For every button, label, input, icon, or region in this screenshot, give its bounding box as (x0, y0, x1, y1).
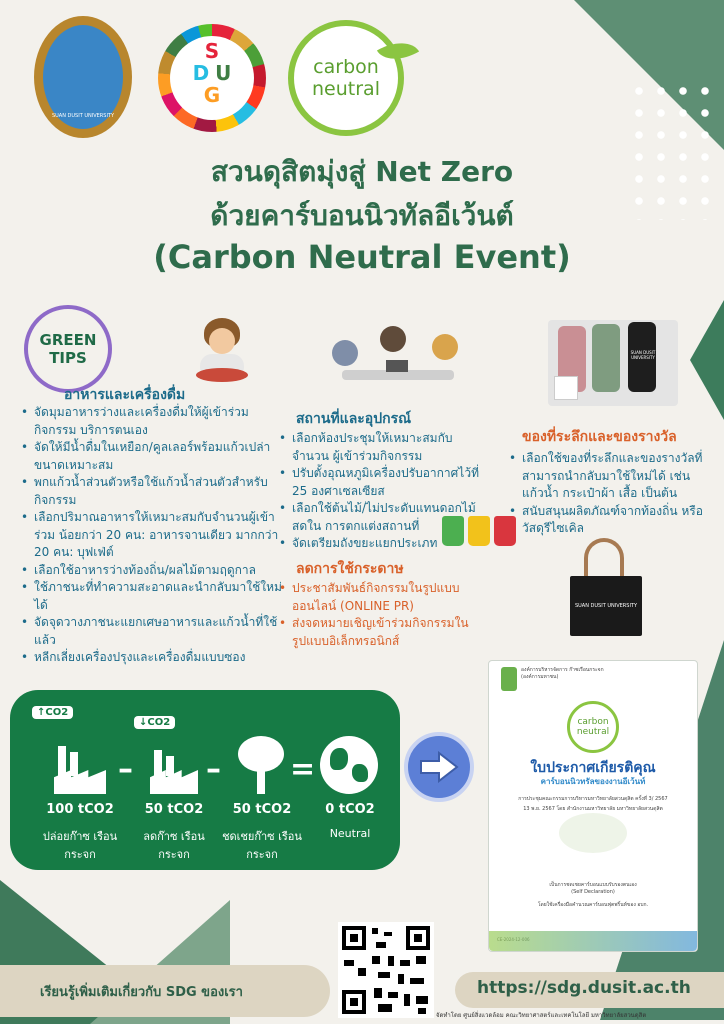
arrow-right-icon (404, 732, 474, 802)
tote-bag-photo (566, 538, 646, 638)
co2-offset-block (220, 802, 304, 863)
co2-emit-block (38, 802, 122, 863)
green-tips-badge (24, 305, 112, 393)
co2-neutral-block (308, 802, 392, 840)
sdu-letter-s: S (204, 39, 220, 63)
food-tip-item: • ใช้ภาชนะที่ทำความสะอาดและนำกลับมาใช้ใหม่ได้ (20, 579, 290, 614)
venue-tip-item: • เลือกห้องประชุมให้เหมาะสมกับจำนวน ผู้เข้าร่วมกิจกรรม (278, 430, 488, 465)
co2-reduce-value: 50 tCO2 (144, 802, 204, 817)
equals-operator: = (290, 752, 316, 787)
food-tip-item: • เลือกใช้อาหารว่างท้องถิ่น/ผลไม้ตามฤดูกาล (20, 562, 290, 580)
food-tips-list (20, 404, 290, 667)
co2-reduce-block (132, 802, 216, 863)
co2-reduce-label: ลดก๊าซ เรือนกระจก (143, 830, 205, 861)
seal-text: SUAN DUSIT UNIVERSITY (51, 113, 115, 119)
co2-neutral-value: 0 tCO2 (325, 802, 375, 817)
carbon-logo-text-2: neutral (312, 78, 380, 100)
meeting-illustration (332, 318, 462, 392)
gift-tip-item: • เลือกใช้ของที่ระลึกและของรางวัลที่ สามารถนำกลับมาใช้ใหม่ได้ เช่น แก้วน้ำ กระเป๋าผ้า เสื้อ เป็นต้น (508, 450, 704, 503)
food-tip-item: • จัดจุดวางภาชนะแยกเศษอาหารและแก้วน้ำที่ใช้แล้ว (20, 614, 290, 649)
cert-body-1: การประชุมคณะกรรมการบริหารมหาวิทยาลัยสวนดุสิต ครั้งที่ 3/ 2567 (518, 796, 668, 802)
tote-bag-label: SUAN DUSIT UNIVERSITY (574, 603, 638, 609)
gift-tip-item: • สนับสนุนผลิตภัณฑ์จากท้องถิ่น หรือ วัสดุรีไซเคิล (508, 503, 704, 538)
venue-section-title: สถานที่และอุปกรณ์ (296, 411, 412, 427)
cert-body-2: 13 พ.ย. 2567 โดย สำนักงานมหาวิทยาลัย มหาวิทยาลัยสวนดุสิต (523, 806, 663, 812)
co2-offset-label: ชดเชยก๊าซ เรือนกระจก (222, 830, 302, 861)
sdu-logo-inner (170, 36, 254, 120)
carbon-neutral-logo (288, 20, 404, 136)
cert-footnote: โดยใช้เครื่องมือคำนวณคาร์บอนฟุตพริ้นท์ของ อบก. (537, 902, 649, 908)
co2-tag-reduce: ↓CO2 (134, 716, 175, 729)
co2-emit-label: ปล่อยก๊าซ เรือนกระจก (42, 830, 118, 861)
cert-declaration-en: (Self Declaration) (571, 889, 615, 895)
minus-operator: – (118, 752, 133, 787)
cert-subheading: คาร์บอนนิวทรัลของงานอีเว้นท์ (540, 777, 646, 786)
food-section-title: อาหารและเครื่องดื่ม (64, 387, 186, 403)
sdg-url-bar (455, 972, 724, 1008)
cert-carbon-badge: carbon neutral (567, 701, 619, 753)
paper-tip-item: • ประชาสัมพันธ์กิจกรรมในรูปแบบ ออนไลน์ (ONLINE PR) (278, 580, 478, 615)
carbon-logo-text-1: carbon (313, 56, 379, 78)
tumbler-label: SUAN DUSIT UNIVERSITY (630, 350, 656, 360)
university-seal-logo (34, 16, 132, 138)
factory-icon-small (150, 746, 198, 794)
sdu-letter-u: U (215, 61, 232, 85)
sdu-letter-g: G (203, 83, 221, 107)
eating-person-illustration (192, 318, 262, 384)
venue-tip-item: • จัดเตรียมถังขยะแยกประเภท (278, 535, 488, 553)
seal-inner (43, 25, 123, 129)
qr-code[interactable] (338, 922, 434, 1018)
co2-offset-value: 50 tCO2 (232, 802, 292, 817)
cert-watermark (559, 813, 627, 853)
title-line-1: สวนดุสิตมุ่งสู่ Net Zero (210, 155, 514, 188)
tree-icon (234, 736, 288, 794)
co2-equation-panel (10, 690, 400, 870)
gifts-section-title: ของที่ระลึกและของรางวัล (522, 429, 677, 445)
learn-more-text: เรียนรู้เพิ่มเติมเกี่ยวกับ SDG ของเรา (40, 985, 243, 1000)
paper-tips-list (278, 580, 478, 650)
decor-shape-right-mid (690, 300, 724, 420)
venue-tip-item: • เลือกใช้ต้นไม้/ไม่ประดับแทนดอกไม้สดใน การตกแต่งสถานที่ (278, 500, 488, 535)
title-line-3: (Carbon Neutral Event) (153, 238, 571, 276)
food-tip-item: • พกแก้วน้ำส่วนตัวหรือใช้แก้วน้ำส่วนตัวสำหรับ กิจกรรม (20, 474, 290, 509)
food-tip-item: • จัดมุมอาหารว่างและเครื่องดื่มให้ผู้เข้าร่วมกิจกรรม บริการตนเอง (20, 404, 290, 439)
certificate-document (488, 660, 698, 952)
cert-declaration: เป็นการชดเชยคาร์บอนแบบรับรองตนเอง (549, 882, 637, 888)
sdu-sdg-logo (158, 24, 266, 132)
paper-section-title: ลดการใช้กระดาษ (296, 561, 404, 577)
co2-emit-value: 100 tCO2 (46, 802, 114, 817)
food-tip-item: • เลือกปริมาณอาหารให้เหมาะสมกับจำนวนผู้เข้าร่วม น้อยกว่า 20 คน: อาหารจานเดียว มากกว่า 20 คน: บุฟเฟ่ต์ (20, 509, 290, 562)
sdg-url-link[interactable]: https://sdg.dusit.ac.th (477, 978, 691, 998)
gifts-tips-list (508, 450, 704, 538)
venue-tip-item: • ปรับตั้งอุณหภูมิเครื่องปรับอากาศไว้ที่ 25 องศาเซลเซียส (278, 465, 488, 500)
tumblers-photo (548, 320, 678, 406)
cert-heading: ใบประกาศเกียรติคุณ (530, 760, 656, 776)
co2-tag-emit: ↑CO2 (32, 706, 73, 719)
cert-org-name: องค์การบริหารจัดการ ก๊าซเรือนกระจก (องค์การมหาชน) (521, 667, 604, 680)
learn-more-bar (0, 965, 330, 1017)
cert-org-logo (501, 667, 517, 691)
globe-icon (320, 736, 378, 794)
green-tips-line-1: GREEN (39, 331, 97, 349)
title-line-2: ด้วยคาร์บอนนิวทัลอีเว้นต์ (210, 199, 514, 232)
food-tip-item: • หลีกเลี่ยงเครื่องปรุงและเครื่องดื่มแบบซอง (20, 649, 290, 667)
factory-icon-large (54, 746, 106, 794)
cert-bottom-wave (489, 931, 697, 951)
co2-neutral-label: Neutral (329, 827, 371, 840)
sdu-letter-d: D (192, 61, 210, 85)
paper-tip-item: • ส่งจดหมายเชิญเข้าร่วมกิจกรรมใน รูปแบบอิเล็กทรอนิกส์ (278, 615, 478, 650)
food-tip-item: • จัดให้มีน้ำดื่มในเหยือก/คูลเลอร์พร้อมแก้วเปล่า ขนาดเหมาะสม (20, 439, 290, 474)
minus-operator: – (206, 752, 221, 787)
green-tips-line-2: TIPS (49, 349, 87, 367)
credit-text: จัดทำโดย ศูนย์สิ่งแวดล้อม คณะวิทยาศาสตร์และเทคโนโลยี มหาวิทยาลัยสวนดุสิต (436, 1012, 647, 1019)
